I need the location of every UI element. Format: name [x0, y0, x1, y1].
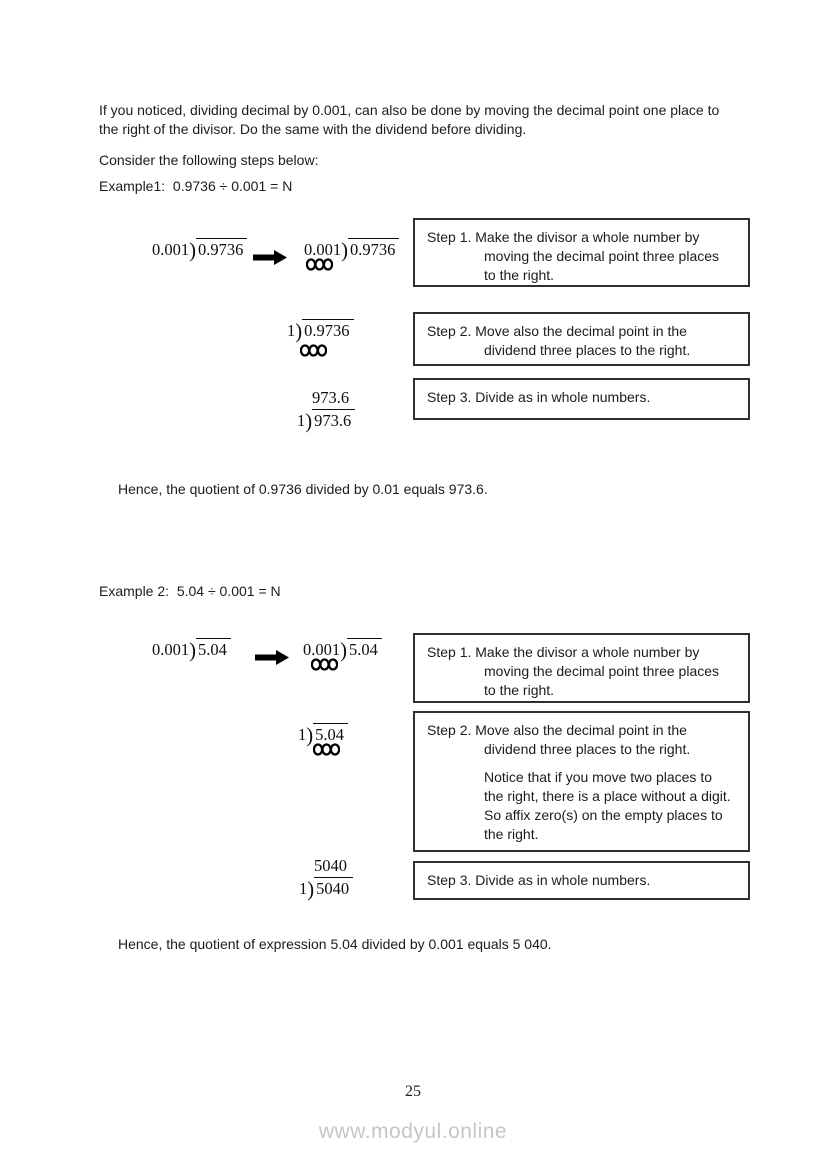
step-label: Step 3. — [427, 872, 472, 888]
division-bracket-icon: ) — [341, 240, 348, 262]
example2-division-initial — [152, 641, 231, 660]
divisor: 1 — [287, 321, 296, 340]
step-label: Step 3. — [427, 389, 472, 405]
step-label: Step 2. — [427, 323, 472, 339]
decimal-move-loops-icon — [300, 344, 327, 357]
divisor: 0.001 — [152, 640, 190, 659]
division-bracket-icon: ) — [189, 640, 196, 662]
step-text: Divide as in whole numbers. — [475, 872, 651, 888]
division-bracket-icon: ) — [295, 321, 303, 343]
division-bracket-icon: ) — [189, 240, 196, 262]
step-text: Make the divisor a whole number by moving the decimal point three places to the right. — [475, 229, 720, 283]
quotient: 5040 — [314, 856, 347, 875]
right-arrow-icon — [255, 649, 289, 666]
step-text: Divide as in whole numbers. — [475, 389, 651, 405]
step2-note: Notice that if you move two places to the right, there is a place without a digit. So affix zero(s) on the empty places to the right. — [484, 769, 731, 842]
decimal-move-loops-icon — [313, 743, 340, 756]
dividend: 0.9736 — [302, 319, 353, 340]
step-label: Step 1. — [427, 644, 472, 660]
step-label: Step 1. — [427, 229, 472, 245]
divisor: 1 — [298, 725, 307, 744]
divisor: 0.001 — [303, 640, 341, 659]
right-arrow-icon — [253, 249, 287, 266]
step-text: Move also the decimal point in the dividend three places to the right. — [475, 323, 691, 358]
decimal-move-loops-icon — [311, 658, 338, 671]
example1-conclusion: Hence, the quotient of 0.9736 divided by 0.01 equals 973.6. — [118, 481, 488, 497]
example1-step3-box — [413, 378, 750, 420]
step-label: Step 2. — [427, 722, 472, 738]
quotient: 973.6 — [312, 388, 350, 407]
example1-division-step3 — [297, 386, 355, 432]
example1-step2-box — [413, 312, 750, 366]
division-bracket-icon: ) — [307, 879, 315, 901]
division-bracket-icon: ) — [305, 411, 313, 433]
step-text: Move also the decimal point in the dividend three places to the right. — [475, 722, 691, 757]
example2-conclusion: Hence, the quotient of expression 5.04 divided by 0.001 equals 5 040. — [118, 936, 552, 952]
dividend: 5040 — [314, 877, 353, 898]
decimal-move-loops-icon — [306, 258, 333, 271]
dividend: 5.04 — [347, 638, 382, 659]
dividend: 5.04 — [196, 638, 231, 659]
example1-division-initial — [152, 241, 247, 260]
example2-division-step3 — [299, 854, 353, 900]
dividend: 0.9736 — [348, 238, 399, 259]
example1-step1-box — [413, 218, 750, 287]
example1-division-step2 — [287, 322, 354, 341]
page-number: 25 — [405, 1083, 421, 1100]
watermark: www.modyul.online — [318, 1120, 508, 1143]
intro-paragraph: If you noticed, dividing decimal by 0.001, can also be done by moving the decimal point one place to the right of the divisor. Do the same with the dividend before dividing. — [99, 102, 720, 137]
example2-step1-box — [413, 633, 750, 703]
divisor: 1 — [299, 879, 308, 898]
step-text: Make the divisor a whole number by moving the decimal point three places to the right. — [475, 644, 720, 698]
consider-line: Consider the following steps below: — [99, 152, 319, 168]
divisor: 1 — [297, 411, 306, 430]
example1-heading: Example1: 0.9736 ÷ 0.001 = N — [99, 178, 293, 194]
division-bracket-icon: ) — [340, 640, 347, 662]
divisor: 0.001 — [304, 240, 342, 259]
example2-step2-box — [413, 711, 750, 852]
dividend: 5.04 — [313, 723, 348, 744]
example2-step3-box — [413, 861, 750, 900]
division-bracket-icon: ) — [306, 725, 314, 747]
dividend: 973.6 — [312, 409, 355, 430]
divisor: 0.001 — [152, 240, 190, 259]
example2-heading: Example 2: 5.04 ÷ 0.001 = N — [99, 583, 281, 599]
dividend: 0.9736 — [196, 238, 247, 259]
